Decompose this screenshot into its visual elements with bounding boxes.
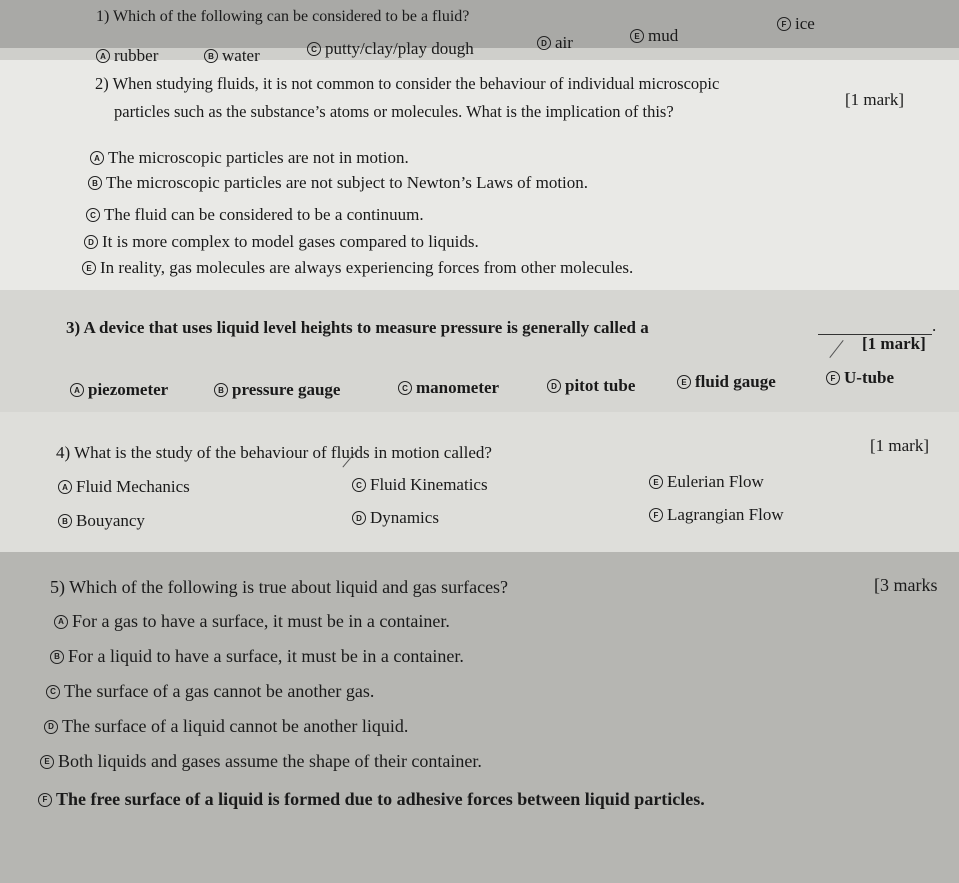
q2-option-e-label: In reality, gas molecules are always experiencing forces from other molecules. xyxy=(100,258,634,277)
q3-option-a[interactable] xyxy=(70,380,168,400)
q1-option-d-label: air xyxy=(555,33,573,52)
q4-option-a-label: Fluid Mechanics xyxy=(76,477,190,496)
question-4-text: 4) What is the study of the behaviour of fluids in motion called? xyxy=(56,443,492,462)
q3-option-d[interactable] xyxy=(547,376,635,396)
option-letter-icon: C xyxy=(46,685,60,699)
question-2-line-1: 2) When studying fluids, it is not common to consider the behaviour of individual microscopic xyxy=(95,74,720,93)
option-letter-icon: E xyxy=(649,475,663,489)
q3-option-b[interactable] xyxy=(214,380,340,400)
q4-option-e-label: Eulerian Flow xyxy=(667,472,764,491)
option-letter-icon: B xyxy=(214,383,228,397)
q3-option-b-label: pressure gauge xyxy=(232,380,341,399)
q1-option-f-label: ice xyxy=(795,14,815,33)
option-letter-icon: F xyxy=(826,371,840,385)
q1-option-a-label: rubber xyxy=(114,46,159,65)
q4-option-d-label: Dynamics xyxy=(370,508,439,527)
q4-option-b-label: Bouyancy xyxy=(76,511,145,530)
option-letter-icon: B xyxy=(50,650,64,664)
question-1-text: 1) Which of the following can be considered to be a fluid? xyxy=(96,8,470,25)
q4-option-a[interactable] xyxy=(58,477,190,497)
option-letter-icon: D xyxy=(44,720,58,734)
question-5-marks: [3 marks xyxy=(874,575,938,595)
q5-option-a-label: For a gas to have a surface, it must be in a container. xyxy=(72,611,450,631)
option-letter-icon: D xyxy=(547,379,561,393)
q3-option-c-label: manometer xyxy=(416,378,500,397)
option-letter-icon: C xyxy=(307,42,321,56)
q3-option-d-label: pitot tube xyxy=(565,376,636,395)
option-letter-icon: F xyxy=(777,17,791,31)
q5-option-c[interactable] xyxy=(46,681,374,702)
question-2-marks: [1 mark] xyxy=(845,90,905,109)
q1-option-c[interactable] xyxy=(307,39,474,59)
q5-option-d-label: The surface of a liquid cannot be another liquid. xyxy=(62,716,409,736)
option-letter-icon: A xyxy=(90,151,104,165)
q1-option-e-label: mud xyxy=(648,26,679,45)
q4-option-c[interactable] xyxy=(352,475,488,495)
q2-option-a-label: The microscopic particles are not in motion. xyxy=(108,148,409,167)
q5-option-b[interactable] xyxy=(50,646,464,667)
question-3-marks: [1 mark] xyxy=(862,334,926,353)
option-letter-icon: A xyxy=(96,49,110,63)
option-letter-icon: E xyxy=(82,261,96,275)
option-letter-icon: C xyxy=(352,478,366,492)
q2-option-a[interactable] xyxy=(90,148,409,168)
q2-option-c-label: The fluid can be considered to be a continuum. xyxy=(104,205,424,224)
option-letter-icon: D xyxy=(352,511,366,525)
q2-option-e[interactable] xyxy=(82,258,633,278)
q3-option-f-label: U-tube xyxy=(844,368,895,387)
q4-option-c-label: Fluid Kinematics xyxy=(370,475,488,494)
q2-option-b[interactable] xyxy=(88,173,588,193)
option-letter-icon: F xyxy=(38,793,52,807)
option-letter-icon: E xyxy=(40,755,54,769)
option-letter-icon: A xyxy=(54,615,68,629)
q1-option-e[interactable] xyxy=(630,26,678,46)
option-letter-icon: D xyxy=(84,235,98,249)
q1-option-b[interactable] xyxy=(204,46,260,66)
q1-option-d[interactable] xyxy=(537,33,573,53)
q5-option-a[interactable] xyxy=(54,611,450,632)
q5-option-e-label: Both liquids and gases assume the shape of their container. xyxy=(58,751,482,771)
q5-option-f-label: The free surface of a liquid is formed due to adhesive forces between liquid particles. xyxy=(56,789,705,809)
q3-option-a-label: piezometer xyxy=(88,380,169,399)
question-3-text: 3) A device that uses liquid level heights to measure pressure is generally called a xyxy=(66,318,649,337)
option-letter-icon: E xyxy=(630,29,644,43)
q5-option-c-label: The surface of a gas cannot be another gas. xyxy=(64,681,375,701)
q2-option-d-label: It is more complex to model gases compared to liquids. xyxy=(102,232,479,251)
q2-option-c[interactable] xyxy=(86,205,424,225)
option-letter-icon: F xyxy=(649,508,663,522)
q1-option-a[interactable] xyxy=(96,46,158,66)
q4-option-d[interactable] xyxy=(352,508,439,528)
q4-option-e[interactable] xyxy=(649,472,764,492)
option-letter-icon: B xyxy=(204,49,218,63)
q1-option-b-label: water xyxy=(222,46,260,65)
q3-option-e-label: fluid gauge xyxy=(695,372,776,391)
option-letter-icon: C xyxy=(398,381,412,395)
option-letter-icon: D xyxy=(537,36,551,50)
q5-option-b-label: For a liquid to have a surface, it must be in a container. xyxy=(68,646,464,666)
q5-option-f[interactable] xyxy=(38,789,705,810)
option-letter-icon: A xyxy=(58,480,72,494)
question-4-marks: [1 mark] xyxy=(870,436,930,455)
q4-option-f-label: Lagrangian Flow xyxy=(667,505,784,524)
q3-option-e[interactable] xyxy=(677,372,776,392)
question-3-period: . xyxy=(932,316,937,335)
q4-option-f[interactable] xyxy=(649,505,784,525)
question-5-text: 5) Which of the following is true about liquid and gas surfaces? xyxy=(50,577,509,597)
q2-option-b-label: The microscopic particles are not subject to Newton’s Laws of motion. xyxy=(106,173,589,192)
option-letter-icon: E xyxy=(677,375,691,389)
q4-option-b[interactable] xyxy=(58,511,145,531)
q1-option-c-label: putty/clay/play dough xyxy=(325,39,474,58)
q3-option-c[interactable] xyxy=(398,378,499,398)
q5-option-d[interactable] xyxy=(44,716,408,737)
option-letter-icon: B xyxy=(88,176,102,190)
q2-option-d[interactable] xyxy=(84,232,479,252)
q5-option-e[interactable] xyxy=(40,751,482,772)
option-letter-icon: B xyxy=(58,514,72,528)
option-letter-icon: C xyxy=(86,208,100,222)
question-2-line-2: particles such as the substance’s atoms or molecules. What is the implication of this? xyxy=(114,102,674,121)
q1-option-f[interactable] xyxy=(777,14,815,34)
q3-option-f[interactable] xyxy=(826,368,894,388)
option-letter-icon: A xyxy=(70,383,84,397)
